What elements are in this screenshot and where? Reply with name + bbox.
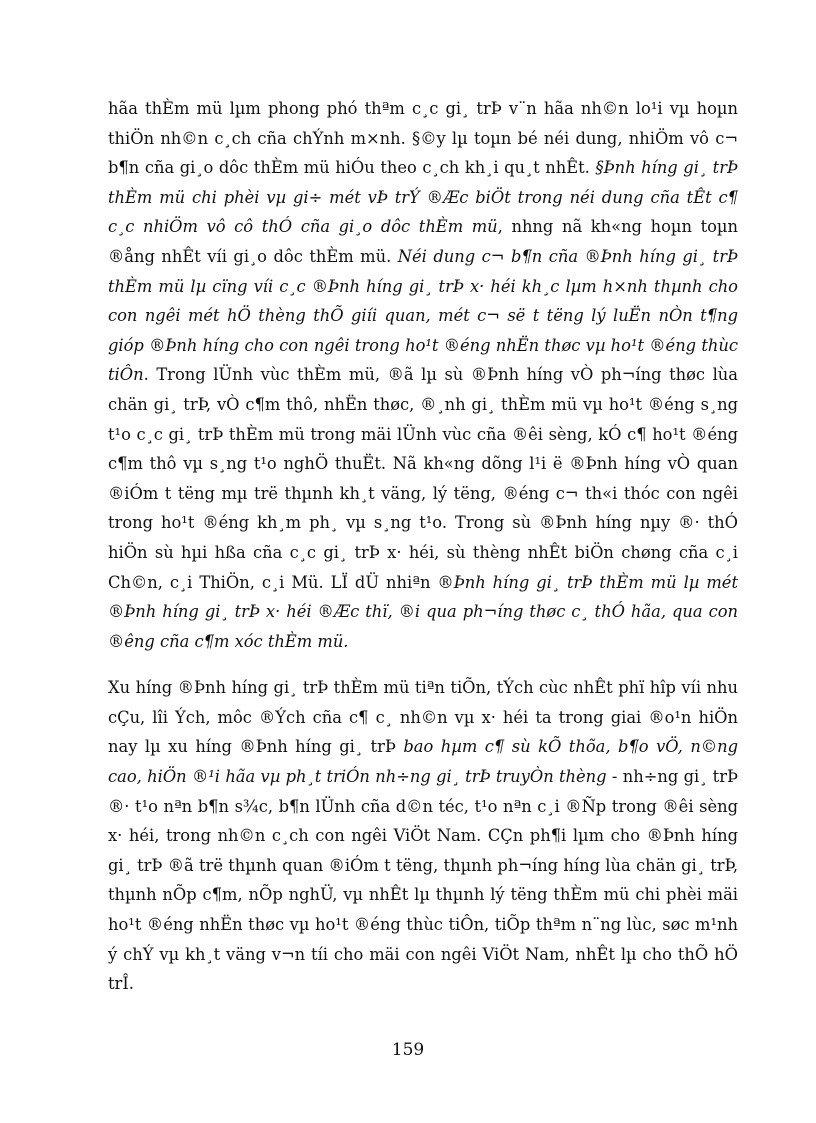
italic-text-run: ®Þnh híng gi¸ trÞ thÈm mü lµ mét ®Þnh híng gi¸ trÞ x· héi ®Æc thï, ®i qua ph¬íng thøc c¸ thÓ hãa, qua con ®êng cña c¶m xóc thÈm mü. — [108, 572, 738, 651]
text-run: . Trong lÜnh vùc thÈm mü, ®ã lµ sù ®Þnh híng vÒ ph¬íng thøc lùa chän gi¸ trÞ, vÒ c¶m thô, nhËn thøc, ®¸nh gi¸ thÈm mü vµ ho¹t ®éng s¸ng t¹o c¸c gi¸ trÞ thÈm mü trong mäi lÜnh vùc cña ®êi sèng, kÓ c¶ ho¹t ®éng c¶m thô vµ s¸ng t¹o nghÖ thuËt. Nã kh«ng dõng l¹i ë ®Þnh híng vÒ quan ®iÓm t tëng mµ trë thµnh kh¸t väng, lý tëng, ®éng c¬ th«i thóc con ngêi trong ho¹t ®éng kh¸m ph¸ vµ s¸ng t¹o. Trong sù ®Þnh híng nµy ®· thÓ hiÖn sù hµi hßa cña c¸c gi¸ trÞ x· héi, sù thèng nhÊt biÖn chøng cña c¸i Ch©n, c¸i ThiÖn, c¸i Mü. LÏ dÜ nhiªn — [108, 365, 738, 592]
page-number: 159 — [391, 1040, 425, 1060]
body-text — [108, 94, 738, 999]
paragraph-1 — [108, 94, 738, 656]
paragraph-2 — [108, 673, 738, 999]
italic-text-run: Néi dung c¬ b¶n cña ®Þnh híng gi¸ trÞ thÈm mü lµ cïng víi c¸c ®Þnh híng gi¸ trÞ x· héi kh¸c lµm h×nh thµnh cho con ngêi mét hÖ thèng thÕ giíi quan, mét c¬ së t tëng lý luËn nÒn t¶ng gióp ®Þnh híng cho con ngêi trong ho¹t ®éng nhËn thøc vµ ho¹t ®éng thùc tiÔn — [108, 246, 738, 385]
italic-text-run: §Þnh híng gi¸ trÞ thÈm mü chi phèi vµ gi÷ mét vÞ trÝ ®Æc biÖt trong néi dung cña tÊt c¶ c¸c nhiÖm vô cô thÓ cña gi¸o dôc thÈm mü — [108, 158, 738, 237]
italic-text-run: bao hµm c¶ sù kÕ thõa, b¶o vÖ, n©ng cao, hiÖn ®¹i hãa vµ ph¸t triÓn nh÷ng gi¸ trÞ truyÒn thèng — [108, 737, 739, 787]
text-run: - nh÷ng gi¸ trÞ ®· t¹o nªn b¶n s¾c, b¶n lÜnh cña d©n téc, t¹o nªn c¸i ®Ñp trong ®êi sèng x· héi, trong nh©n c¸ch con ngêi ViÖt Nam. CÇn ph¶i lµm cho ®Þnh híng gi¸ trÞ ®ã trë thµnh quan ®iÓm t tëng, thµnh ph¬íng híng lùa chän gi¸ trÞ, thµnh nÕp c¶m, nÕp nghÜ, vµ nhÊt lµ thµnh lý tëng thÈm mü chi phèi mäi ho¹t ®éng nhËn thøc vµ ho¹t ®éng thùc tiÔn, tiÕp thªm n¨ng lùc, søc m¹nh ý chÝ vµ kh¸t väng v¬n tíi cho mäi con ngêi ViÖt Nam, nhÊt lµ cho thÕ hÖ trÎ. — [108, 767, 738, 994]
text-run: , nhng nã kh«ng hoµn toµn ®ång nhÊt víi gi¸o dôc thÈm mü. — [108, 217, 738, 266]
text-run: hãa thÈm mü lµm phong phó thªm c¸c gi¸ trÞ v¨n hãa nh©n lo¹i vµ hoµn thiÖn nh©n c¸ch cña chÝnh m×nh. §©y lµ toµn bé néi dung, nhiÖm vô c¬ b¶n cña gi¸o dôc thÈm mü hiÓu theo c¸ch kh¸i qu¸t nhÊt. — [108, 99, 738, 178]
text-run: Xu híng ®Þnh híng gi¸ trÞ thÈm mü tiªn tiÕn, tÝch cùc nhÊt phï hîp víi nhu cÇu, lîi Ých, môc ®Ých cña c¶ c¸ nh©n vµ x· héi ta trong giai ®o¹n hiÖn nay lµ xu híng ®Þnh híng gi¸ trÞ — [108, 678, 738, 757]
